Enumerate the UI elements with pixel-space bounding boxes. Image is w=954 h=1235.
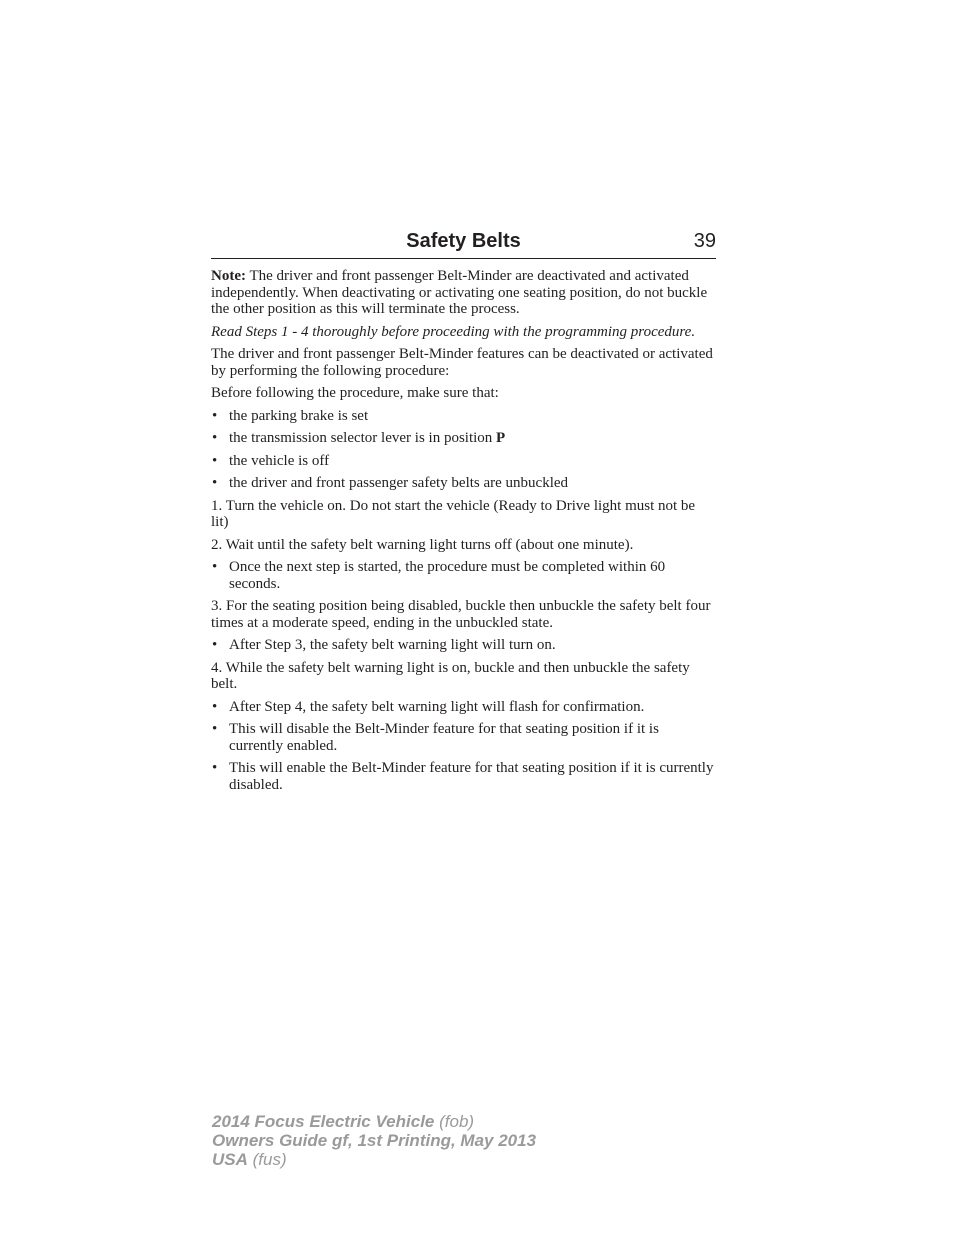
footer-guide: Owners Guide gf, 1st Printing, May 2013 [212, 1131, 537, 1150]
list-item: • the vehicle is off [211, 453, 716, 470]
note-label: Note: [211, 268, 246, 284]
read-steps-paragraph: Read Steps 1 - 4 thoroughly before proceeding with the programming procedure. [211, 323, 696, 340]
step-4: 4. While the safety belt warning light is on, buckle and then unbuckle the safety belt. [211, 659, 690, 692]
step-3: 3. For the seating position being disabled, buckle then unbuckle the safety belt four times at a moderate speed, ending in the unbuckled state. [211, 598, 711, 631]
note-text: The driver and front passenger Belt-Minder are deactivated and activated independently. When deactivating or activating one seating position, do not buckle the other position as this will terminate the process. [211, 268, 708, 317]
footer-market: USA [212, 1150, 248, 1169]
page-header [211, 228, 716, 259]
footer-line-2 [212, 1131, 536, 1150]
list-item: • Once the next step is started, the procedure must be completed within 60 seconds. [211, 559, 716, 592]
page-footer [212, 1112, 536, 1169]
step-3-bullets [211, 637, 716, 654]
before-paragraph: Before following the procedure, make sure that: [211, 385, 499, 401]
list-item: • the driver and front passenger safety belts are unbuckled [211, 475, 716, 492]
step-2: 2. Wait until the safety belt warning light turns off (about one minute). [211, 536, 634, 553]
footer-line-3 [212, 1150, 536, 1169]
footer-market-code: (fus) [247, 1150, 287, 1169]
page-content [211, 268, 716, 799]
list-item: • the parking brake is set [211, 408, 716, 425]
page-number: 39 [693, 230, 716, 252]
list-item-text: the transmission selector lever is in position [229, 430, 497, 446]
list-item: • After Step 4, the safety belt warning light will flash for confirmation. [211, 699, 716, 716]
step-4-bullets [211, 699, 716, 794]
checklist [211, 408, 716, 492]
footer-vehicle-code: (fob) [434, 1112, 475, 1131]
step-2-bullets [211, 559, 716, 592]
list-item: • This will disable the Belt-Minder feature for that seating position if it is currently enabled. [211, 721, 716, 754]
step-1: 1. Turn the vehicle on. Do not start the vehicle (Ready to Drive light must not be lit) [211, 497, 696, 530]
section-title: Safety Belts [406, 230, 521, 252]
note-paragraph [211, 268, 716, 318]
list-item [211, 430, 716, 447]
list-item: • This will enable the Belt-Minder feature for that seating position if it is currently disabled. [211, 760, 716, 793]
footer-vehicle: 2014 Focus Electric Vehicle [212, 1112, 435, 1131]
footer-line-1 [212, 1112, 536, 1131]
gear-position: P [496, 430, 506, 446]
intro-paragraph: The driver and front passenger Belt-Minder features can be deactivated or activated by performing the following procedure: [211, 346, 713, 379]
list-item: • After Step 3, the safety belt warning light will turn on. [211, 637, 716, 654]
